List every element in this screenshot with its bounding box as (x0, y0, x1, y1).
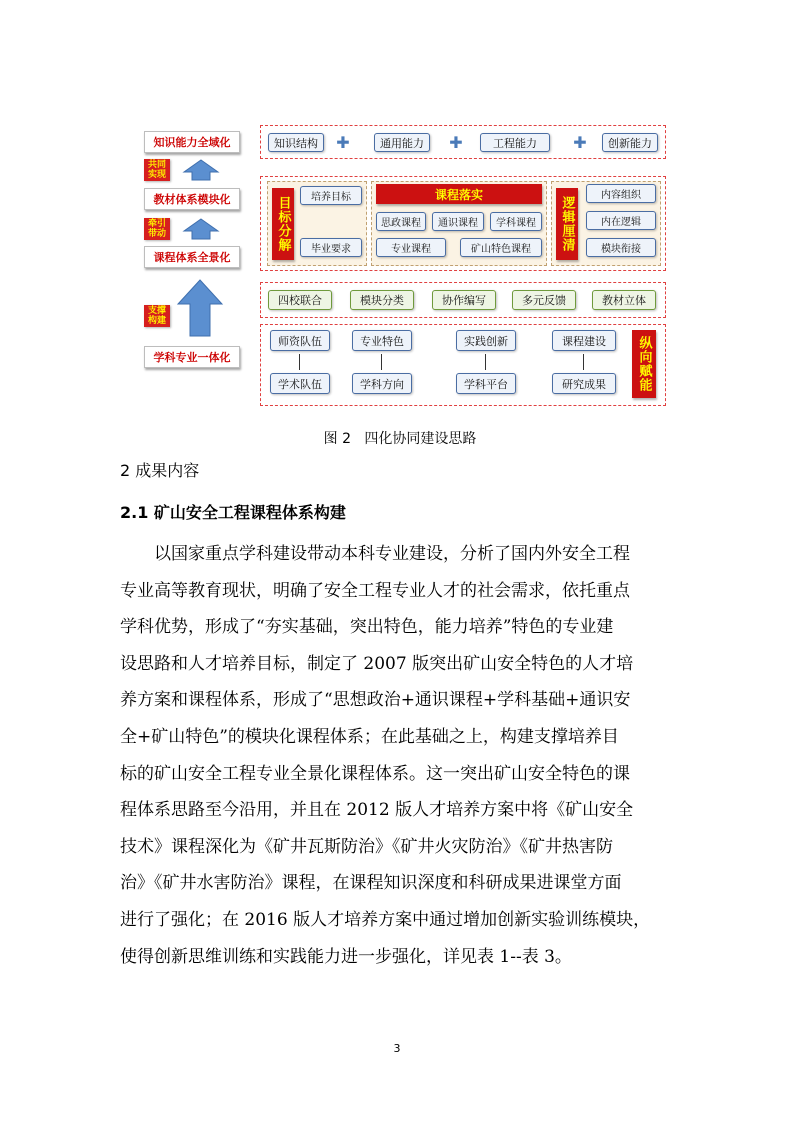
paragraph-line: 设思路和人才培养目标，制定了 2007 版突出矿山安全特色的人才培 (120, 653, 634, 674)
box-textbook-3d: 教材立体 (592, 290, 656, 310)
title-logic-clarification: 逻辑厘清 (556, 188, 578, 260)
box-innovation-ability: 创新能力 (602, 133, 658, 152)
box-research-results: 研究成果 (552, 373, 616, 394)
box-mining-course: 矿山特色课程 (460, 238, 542, 257)
box-diverse-feedback: 多元反馈 (512, 290, 576, 310)
box-module-connection: 模块衔接 (586, 238, 656, 257)
box-engineering-ability: 工程能力 (480, 133, 550, 152)
box-content-organization: 内容组织 (586, 184, 656, 203)
box-discipline-platform: 学科平台 (456, 373, 516, 394)
box-discipline-course: 学科课程 (490, 212, 542, 231)
box-collaborative-writing: 协作编写 (432, 290, 496, 310)
box-teaching-team: 师资队伍 (270, 330, 330, 351)
box-graduation-requirement: 毕业要求 (300, 238, 362, 257)
paragraph-line: 标的矿山安全工程专业全景化课程体系。这一突出矿山安全特色的课 (120, 763, 630, 784)
title-goal-decomposition: 目标分解 (272, 188, 294, 260)
connector-arrow (381, 354, 382, 370)
arrow-up-icon (182, 217, 220, 241)
paragraph-line: 养方案和课程体系，形成了“思想政治+通识课程+学科基础+通识安 (120, 690, 631, 711)
box-knowledge-structure: 知识结构 (268, 133, 324, 152)
paragraph-line: 治》《矿井水害防治》课程，在课程知识深度和科研成果进课堂方面 (120, 873, 622, 894)
paragraph-line: 学科优势，形成了“夯实基础，突出特色，能力培养”特色的专业建 (120, 617, 614, 638)
arrow-up-icon (182, 158, 220, 182)
paragraph-line: 技术》课程深化为《矿井瓦斯防治》《矿井火灾防治》《矿井热害防 (120, 836, 613, 857)
section-heading: 2 成果内容 (120, 461, 200, 480)
plus-icon: ✚ (573, 133, 587, 152)
box-course-construction: 课程建设 (552, 330, 616, 351)
figure-caption: 图 2 四化协同建设思路 (323, 431, 477, 447)
label-curriculum-system: 课程体系全景化 (144, 246, 240, 268)
paragraph-line: 专业高等教育现状，明确了安全工程专业人才的社会需求，依托重点 (120, 580, 630, 601)
subsection-heading: 2.1 矿山安全工程课程体系构建 (120, 503, 346, 522)
page-number: 3 (393, 1042, 401, 1055)
figure-diagram (138, 118, 672, 408)
paragraph-line: 全+矿山特色”的模块化课程体系；在此基础之上，构建支撑培养目 (120, 726, 619, 747)
tag-support-build: 支撑 构建 (144, 305, 170, 327)
box-major-feature: 专业特色 (352, 330, 412, 351)
box-internal-logic: 内在逻辑 (586, 211, 656, 230)
paragraph-line: 以国家重点学科建设带动本科专业建设，分析了国内外安全工程 (154, 544, 630, 564)
connector-arrow (485, 354, 486, 370)
connector-arrow (299, 354, 300, 370)
box-four-schools: 四校联合 (268, 290, 332, 310)
title-course-implementation: 课程落实 (376, 184, 542, 204)
connector-arrow (583, 354, 584, 370)
box-general-ability: 通用能力 (374, 133, 430, 152)
tag-lead-drive: 牵引 带动 (144, 218, 170, 240)
box-discipline-direction: 学科方向 (352, 373, 412, 394)
box-practice-innovation: 实践创新 (456, 330, 516, 351)
label-discipline-major: 学科专业一体化 (144, 346, 240, 368)
body-paragraph (120, 536, 676, 996)
box-module-classification: 模块分类 (350, 290, 414, 310)
plus-icon: ✚ (336, 133, 350, 152)
box-ideological-course: 思政课程 (376, 212, 426, 231)
title-vertical-empowerment: 纵向赋能 (632, 330, 656, 398)
box-training-goal: 培养目标 (300, 186, 362, 205)
box-professional-course: 专业课程 (376, 238, 446, 257)
plus-icon: ✚ (449, 133, 463, 152)
large-arrow-up-icon (176, 278, 224, 338)
paragraph-line: 进行了强化；在 2016 版人才培养方案中通过增加创新实验训练模块， (120, 909, 651, 930)
label-knowledge-ability: 知识能力全域化 (144, 131, 240, 153)
tag-jointly-realize: 共同 实现 (144, 159, 170, 181)
paragraph-line: 程体系思路至今沿用，并且在 2012 版人才培养方案中将《矿山安全 (120, 800, 634, 821)
paragraph-line: 使得创新思维训练和实践能力进一步强化，详见表 1--表 3。 (120, 946, 572, 967)
box-academic-team: 学术队伍 (270, 373, 330, 394)
label-textbook-system: 教材体系模块化 (144, 188, 240, 210)
box-general-course: 通识课程 (432, 212, 484, 231)
